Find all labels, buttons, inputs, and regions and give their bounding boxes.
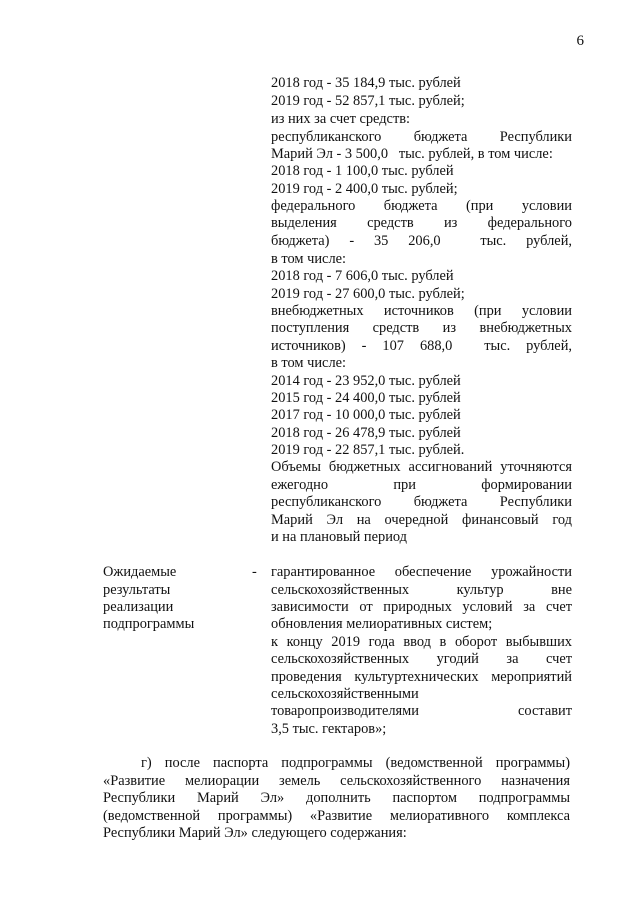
body-line: г) после паспорта подпрограммы (ведомственной программы) <box>141 755 570 771</box>
financing-line: и на плановый период <box>271 529 408 545</box>
financing-line: Марий Эл на очередной финансовый год <box>271 512 572 528</box>
financing-line: 2018 год - 7 606,0 тыс. рублей <box>271 268 454 284</box>
financing-line: 2019 год - 27 600,0 тыс. рублей; <box>271 286 465 302</box>
results-label-line: результаты <box>103 582 171 598</box>
financing-line: 2018 год - 26 478,9 тыс. рублей <box>271 425 461 441</box>
financing-line: 2014 год - 23 952,0 тыс. рублей <box>271 373 461 389</box>
results-label-line: реализации <box>103 599 174 615</box>
financing-line: поступления средств из внебюджетных <box>271 320 572 336</box>
financing-line: федерального бюджета (при условии <box>271 198 572 214</box>
financing-line: источников) - 107 688,0 тыс. рублей, <box>271 338 572 354</box>
financing-line: в том числе: <box>271 355 347 371</box>
results-line: сельскохозяйственных угодий за счет <box>271 651 572 667</box>
results-line: гарантированное обеспечение урожайности <box>271 564 572 580</box>
financing-line: республиканского бюджета Республики <box>271 129 572 145</box>
financing-line: 2019 год - 52 857,1 тыс. рублей; <box>271 93 465 109</box>
financing-line: Объемы бюджетных ассигнований уточняются <box>271 459 572 475</box>
financing-line: внебюджетных источников (при условии <box>271 303 572 319</box>
financing-line: 2018 год - 1 100,0 тыс. рублей <box>271 163 454 179</box>
results-label-line: подпрограммы <box>103 616 195 632</box>
financing-line: выделения средств из федерального <box>271 215 572 231</box>
body-line: «Развитие мелиорации земель сельскохозяйственного назначения <box>103 773 570 789</box>
results-line: обновления мелиоративных систем; <box>271 616 493 632</box>
results-line: к концу 2019 года ввод в оборот выбывших <box>271 634 572 650</box>
results-dash: - <box>252 564 257 580</box>
financing-line: 2017 год - 10 000,0 тыс. рублей <box>271 407 461 423</box>
financing-line: из них за счет средств: <box>271 111 411 127</box>
financing-line: 2019 год - 22 857,1 тыс. рублей. <box>271 442 465 458</box>
financing-line: Марий Эл - 3 500,0 тыс. рублей, в том числе: <box>271 146 553 162</box>
results-line: 3,5 тыс. гектаров»; <box>271 721 387 737</box>
results-line: сельскохозяйственными <box>271 686 419 702</box>
body-line: Республики Марий Эл» дополнить паспортом подпрограммы <box>103 790 570 806</box>
results-label-line: Ожидаемые <box>103 564 177 580</box>
financing-line: 2019 год - 2 400,0 тыс. рублей; <box>271 181 458 197</box>
financing-line: в том числе: <box>271 251 347 267</box>
financing-line: 2015 год - 24 400,0 тыс. рублей <box>271 390 461 406</box>
body-line: (ведомственной программы) «Развитие мелиоративного комплекса <box>103 808 570 824</box>
financing-line: ежегодно при формировании <box>271 477 572 493</box>
results-line: зависимости от природных условий за счет <box>271 599 572 615</box>
financing-line: бюджета) - 35 206,0 тыс. рублей, <box>271 233 572 249</box>
body-line: Республики Марий Эл» следующего содержания: <box>103 825 407 841</box>
financing-line: 2018 год - 35 184,9 тыс. рублей <box>271 75 461 91</box>
financing-line: республиканского бюджета Республики <box>271 494 572 510</box>
results-line: проведения культуртехнических мероприятий <box>271 669 572 685</box>
results-line: сельскохозяйственных культур вне <box>271 582 572 598</box>
page-number: 6 <box>576 33 584 49</box>
results-line: товаропроизводителями составит <box>271 703 572 719</box>
